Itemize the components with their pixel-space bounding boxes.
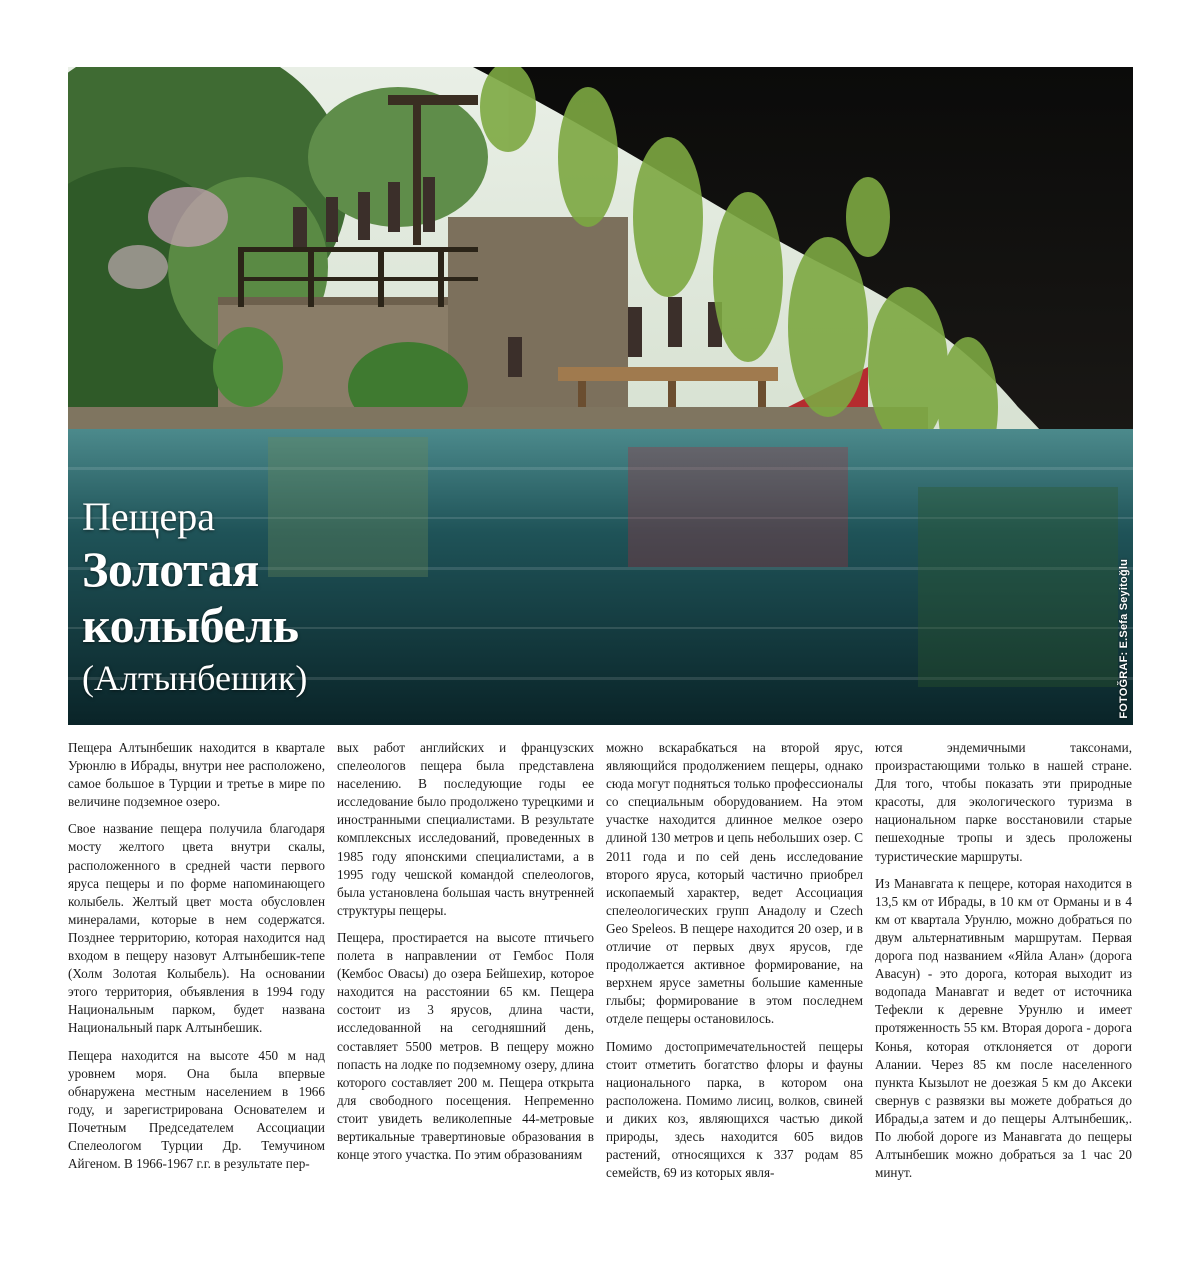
text-column-3 (606, 739, 863, 1219)
title-line-3: колыбель (82, 597, 299, 653)
text-column-1 (68, 739, 325, 1219)
hero-photo (68, 67, 1133, 725)
paragraph: Из Манавгата к пещере, которая находится в 13,5 км от Ибрады, в 10 км от Орманы и в 4 км от квартала Урунлю, можно добраться по двум альтернативным маршрутам. Первая дорога под названием «Яйла Алан» (дорога Авасун) - это дорога, которая выходит из водопада Манавгат и ведет от источника Тефекли к деревне Урунлю и имеет протяженность 55 км. Вторая дорога - дорога Конья, которая отклоняется от дороги Алании. Через 85 км после населенного пункта Кызылот не доезжая 5 км до Аксеки свернув с развязки вы можете добраться до Ибрады,а затем и до пещеры Алтынбешик,. По любой дороге из Манавгата до пещеры Алтынбешик можно добраться за 1 час 20 минут. (875, 875, 1132, 1181)
article-title (82, 493, 307, 701)
article-body (68, 739, 1133, 1219)
paragraph: Свое название пещера получила благодаря мосту желтого цвета внутри скалы, расположенного в средней части первого яруса пещеры и по форме напоминающего колыбель. Желтый цвет моста обусловлен минералами, которые в нем содержатся. Позднее территорию, которая находится над входом в пещеру назовут Алтынбешик-тепе (Холм Золотая Колыбель). На основании этого территория, объявления в 1994 году Национальным парком, будет названа Национальный парк Алтынбешик. (68, 821, 325, 1036)
title-subtitle: (Алтынбешик) (82, 658, 308, 698)
paragraph: Помимо достопримечательностей пещеры стоит отметить богатство флоры и фауны национального парка, в котором она расположена. Помимо лисиц, волков, свиней и диких коз, являющихся частью дикой природы, здесь находится 605 видов растений, относящихся к 337 родам 85 семейств, 69 из которых явля- (606, 1038, 863, 1181)
title-line-1: Пещера (82, 494, 215, 539)
photo-credit: FOTOĞRAF: E.Sefa Seyitoğlu (1118, 559, 1130, 719)
text-column-4 (875, 739, 1132, 1219)
paragraph: Пещера находится на высоте 450 м над уровнем моря. Она была впервые обнаружена местным населением в 1966 году, и зарегистрирована Основателем и Почетным Председателем Ассоциации Спелеологом Турции Др. Темучином Айгеном. В 1966-1967 г.г. в результате пер- (68, 1047, 325, 1172)
paragraph: Пещера, простирается на высоте птичьего полета в направлении от Гембос Поля (Кембос Овасы) до озера Бейшехир, которое находится на расстоянии 65 км. Пещера состоит из 3 ярусов, длина части, исследованной на сегодняшний день, составляет 5500 метров. В пещеру можно попасть на лодке по подземному озеру, длина которого составляет 200 м. Пещера открыта для свободного посещения. Непременно стоит увидеть великолепные 44-метровые вертикальные травертиновые образования в конце этого участка. По этим образованиям (337, 929, 594, 1163)
title-line-2: Золотая (82, 541, 259, 597)
paragraph: ются эндемичными таксонами, произрастающими только в нашей стране. Для того, чтобы показать эти природные красоты, для экологического туризма в национальном парке восстановили старые пешеходные тропы и здесь проложены туристические маршруты. (875, 740, 1132, 864)
text-column-2 (337, 739, 594, 1219)
paragraph: Пещера Алтынбешик находится в квартале Урюнлю в Ибрады, внутри нее расположено, самое большое в Турции и третье в мире по величине подземное озеро. (68, 740, 325, 810)
paragraph: можно вскарабкаться на второй ярус, являющийся продолжением пещеры, однако сюда могут подняться только профессионалы со специальным оборудованием. На этом участке находится длинное мелкое озеро длиной 130 метров и цепь небольших озер. С 2011 года и по сей день исследование второго яруса, который частично приобрел ископаемый характер, ведет Ассоциация спелеологических групп Анадолу и Czech Geo Speleos. В пещере находится 20 озер, и в отличие от первых двух ярусов, где продолжается активное формирование, на верхнем ярусе заметны большие каменные глыбы; формирование в этом последнем отделе пещеры остановилось. (606, 740, 863, 1027)
paragraph: вых работ английских и французских спелеологов пещера была представлена населению. В последующие годы ее исследование было продолжено турецкими и иностранными специалистами. В результате комплексных исследований, проведенных в 1985 году японскими специалистами, а в 1995 году чешской командой спелеологов, была установлена большая часть внутренней структуры пещеры. (337, 740, 594, 918)
